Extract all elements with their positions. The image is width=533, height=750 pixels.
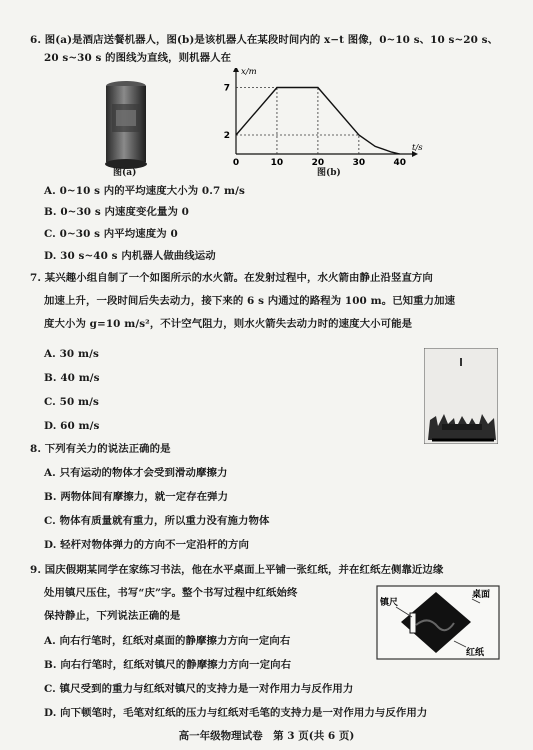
label-red-paper: 红纸 xyxy=(466,648,485,658)
calligraphy-figure xyxy=(376,585,500,660)
x-tick-label-0: 0 xyxy=(232,158,240,168)
fig-a-caption: 图(a) xyxy=(113,168,137,178)
page-footer: 高一年级物理试卷 第 3 页(共 6 页) xyxy=(178,730,355,742)
q8-option-b: B. 两物体间有摩擦力，就一定存在弹力 xyxy=(44,491,229,503)
x-tick-label-2: 20 xyxy=(311,158,325,168)
q6-option-c: C. 0~30 s 内平均速度为 0 xyxy=(44,228,178,240)
y-tick-label-1: 7 xyxy=(223,83,230,94)
q9-stem-line-1: 9. 国庆假期某同学在家练习书法，他在水平桌面上平铺一张红纸，并在红纸左侧靠近边缘 xyxy=(30,564,444,576)
q7-option-d: D. 60 m/s xyxy=(44,420,100,432)
q8-option-a: A. 只有运动的物体才会受到滑动摩擦力 xyxy=(44,467,228,479)
q7-stem-line-2: 加速上升，一段时间后失去动力，接下来的 6 s 内通过的路程为 100 m。已知重力加速 xyxy=(44,295,456,307)
q6-option-a: A. 0~10 s 内的平均速度大小为 0.7 m/s xyxy=(44,185,245,197)
label-desk: 桌面 xyxy=(472,590,491,600)
q9-stem-line-2: 处用镇尺压住，书写“庆”字。整个书写过程中红纸始终 xyxy=(44,587,298,599)
water-rocket-photo xyxy=(424,348,498,444)
q9-option-d: D. 向下顿笔时，毛笔对红纸的压力与红纸对毛笔的支持力是一对作用力与反作用力 xyxy=(44,707,428,719)
q6-option-d: D. 30 s~40 s 内机器人做曲线运动 xyxy=(44,250,216,262)
x-tick-label-3: 30 xyxy=(352,158,366,168)
y-axis-arrow xyxy=(233,68,239,72)
q7-stem-line-3: 度大小为 g=10 m/s²，不计空气阻力，则水火箭失去动力时的速度大小可能是 xyxy=(44,318,413,330)
x-tick-label-1: 10 xyxy=(270,158,284,168)
x-axis-label: t/s xyxy=(412,143,423,153)
q7-option-a: A. 30 m/s xyxy=(44,348,99,360)
xt-chart xyxy=(218,68,428,168)
fig-b-caption: 图(b) xyxy=(317,168,341,178)
q6-stem-line-1: 6. 图(a)是酒店送餐机器人，图(b)是该机器人在某段时间内的 x−t 图像，0~10 s、10 s~20 s、 xyxy=(30,34,499,46)
q6-option-b: B. 0~30 s 内速度变化量为 0 xyxy=(44,206,189,218)
q9-stem-line-3: 保持静止，下列说法正确的是 xyxy=(44,610,181,622)
q7-option-c: C. 50 m/s xyxy=(44,396,99,408)
q8-option-c: C. 物体有质量就有重力，所以重力没有施力物体 xyxy=(44,515,270,527)
q7-stem-line-1: 7. 某兴趣小组自制了一个如图所示的水火箭。在发射过程中，水火箭由静止沿竖直方向 xyxy=(30,272,433,284)
robot-figure xyxy=(96,76,156,176)
q9-option-a: A. 向右行笔时，红纸对桌面的静摩擦力方向一定向右 xyxy=(44,635,291,647)
x-tick-label-4: 40 xyxy=(393,158,407,168)
q9-option-c: C. 镇尺受到的重力与红纸对镇尺的支持力是一对作用力与反作用力 xyxy=(44,683,354,695)
q9-option-b: B. 向右行笔时，红纸对镇尺的静摩擦力方向一定向右 xyxy=(44,659,292,671)
label-ruler: 镇尺 xyxy=(380,598,399,608)
q6-stem-line-2: 20 s~30 s 的图线为直线，则机器人在 xyxy=(44,52,232,64)
q8-stem: 8. 下列有关力的说法正确的是 xyxy=(30,443,171,455)
y-tick-label-0: 2 xyxy=(223,131,230,141)
q7-option-b: B. 40 m/s xyxy=(44,372,100,384)
q8-option-d: D. 轻杆对物体弹力的方向不一定沿杆的方向 xyxy=(44,539,250,551)
y-axis-label: x/m xyxy=(241,68,257,77)
